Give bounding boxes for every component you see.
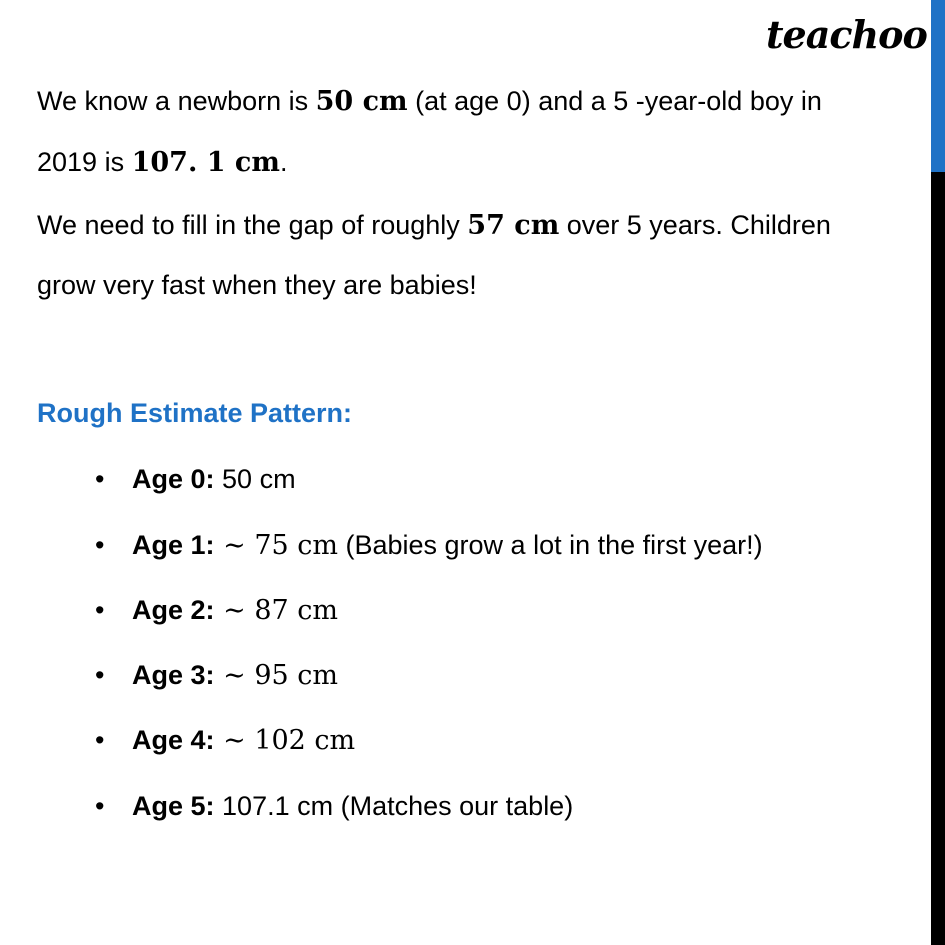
age-value: ∼ 75 cm (214, 530, 338, 561)
bullet-icon: • (95, 660, 105, 690)
age-note: (Babies grow a lot in the first year!) (337, 530, 763, 560)
bullet-icon: • (95, 530, 105, 560)
newborn-height: 50 cm (315, 86, 408, 117)
age-label: Age 3: (132, 660, 215, 690)
bullet-icon: • (95, 791, 105, 821)
bullet-icon: • (95, 464, 105, 494)
bullet-icon: • (95, 595, 105, 625)
age-label: Age 5: (132, 791, 215, 821)
age-label: Age 4: (132, 725, 215, 755)
age-value: ∼ 102 cm (214, 725, 356, 756)
age-label: Age 2: (132, 595, 215, 625)
intro-text: . (279, 147, 288, 177)
intro-text: We need to fill in the gap of roughly (37, 210, 468, 240)
intro-text: over 5 years. Children (559, 210, 831, 240)
intro-text: grow very fast when they are babies! (37, 270, 477, 300)
intro-line-4 (37, 268, 477, 302)
five-year-height: 107. 1 cm (131, 147, 280, 178)
scrollbar-thumb[interactable] (931, 0, 945, 172)
age-value: 107.1 cm (214, 791, 334, 821)
teachoo-logo: teachoo (766, 12, 927, 57)
intro-text: 2019 is (37, 147, 132, 177)
intro-line-1 (37, 84, 822, 119)
vertical-scrollbar[interactable] (931, 0, 945, 945)
intro-line-2 (37, 145, 287, 180)
age-value: 50 cm (214, 464, 296, 494)
age-value: ∼ 95 cm (214, 660, 338, 691)
gap-height: 57 cm (467, 210, 560, 241)
intro-text: We know a newborn is (37, 86, 316, 116)
age-value: ∼ 87 cm (214, 595, 338, 626)
bullet-icon: • (95, 725, 105, 755)
section-heading: Rough Estimate Pattern: (37, 398, 353, 428)
intro-line-3 (37, 208, 831, 243)
age-label: Age 1: (132, 530, 215, 560)
age-label: Age 0: (132, 464, 215, 494)
age-note: (Matches our table) (333, 791, 574, 821)
intro-text: (at age 0) and a 5 -year-old boy in (407, 86, 822, 116)
